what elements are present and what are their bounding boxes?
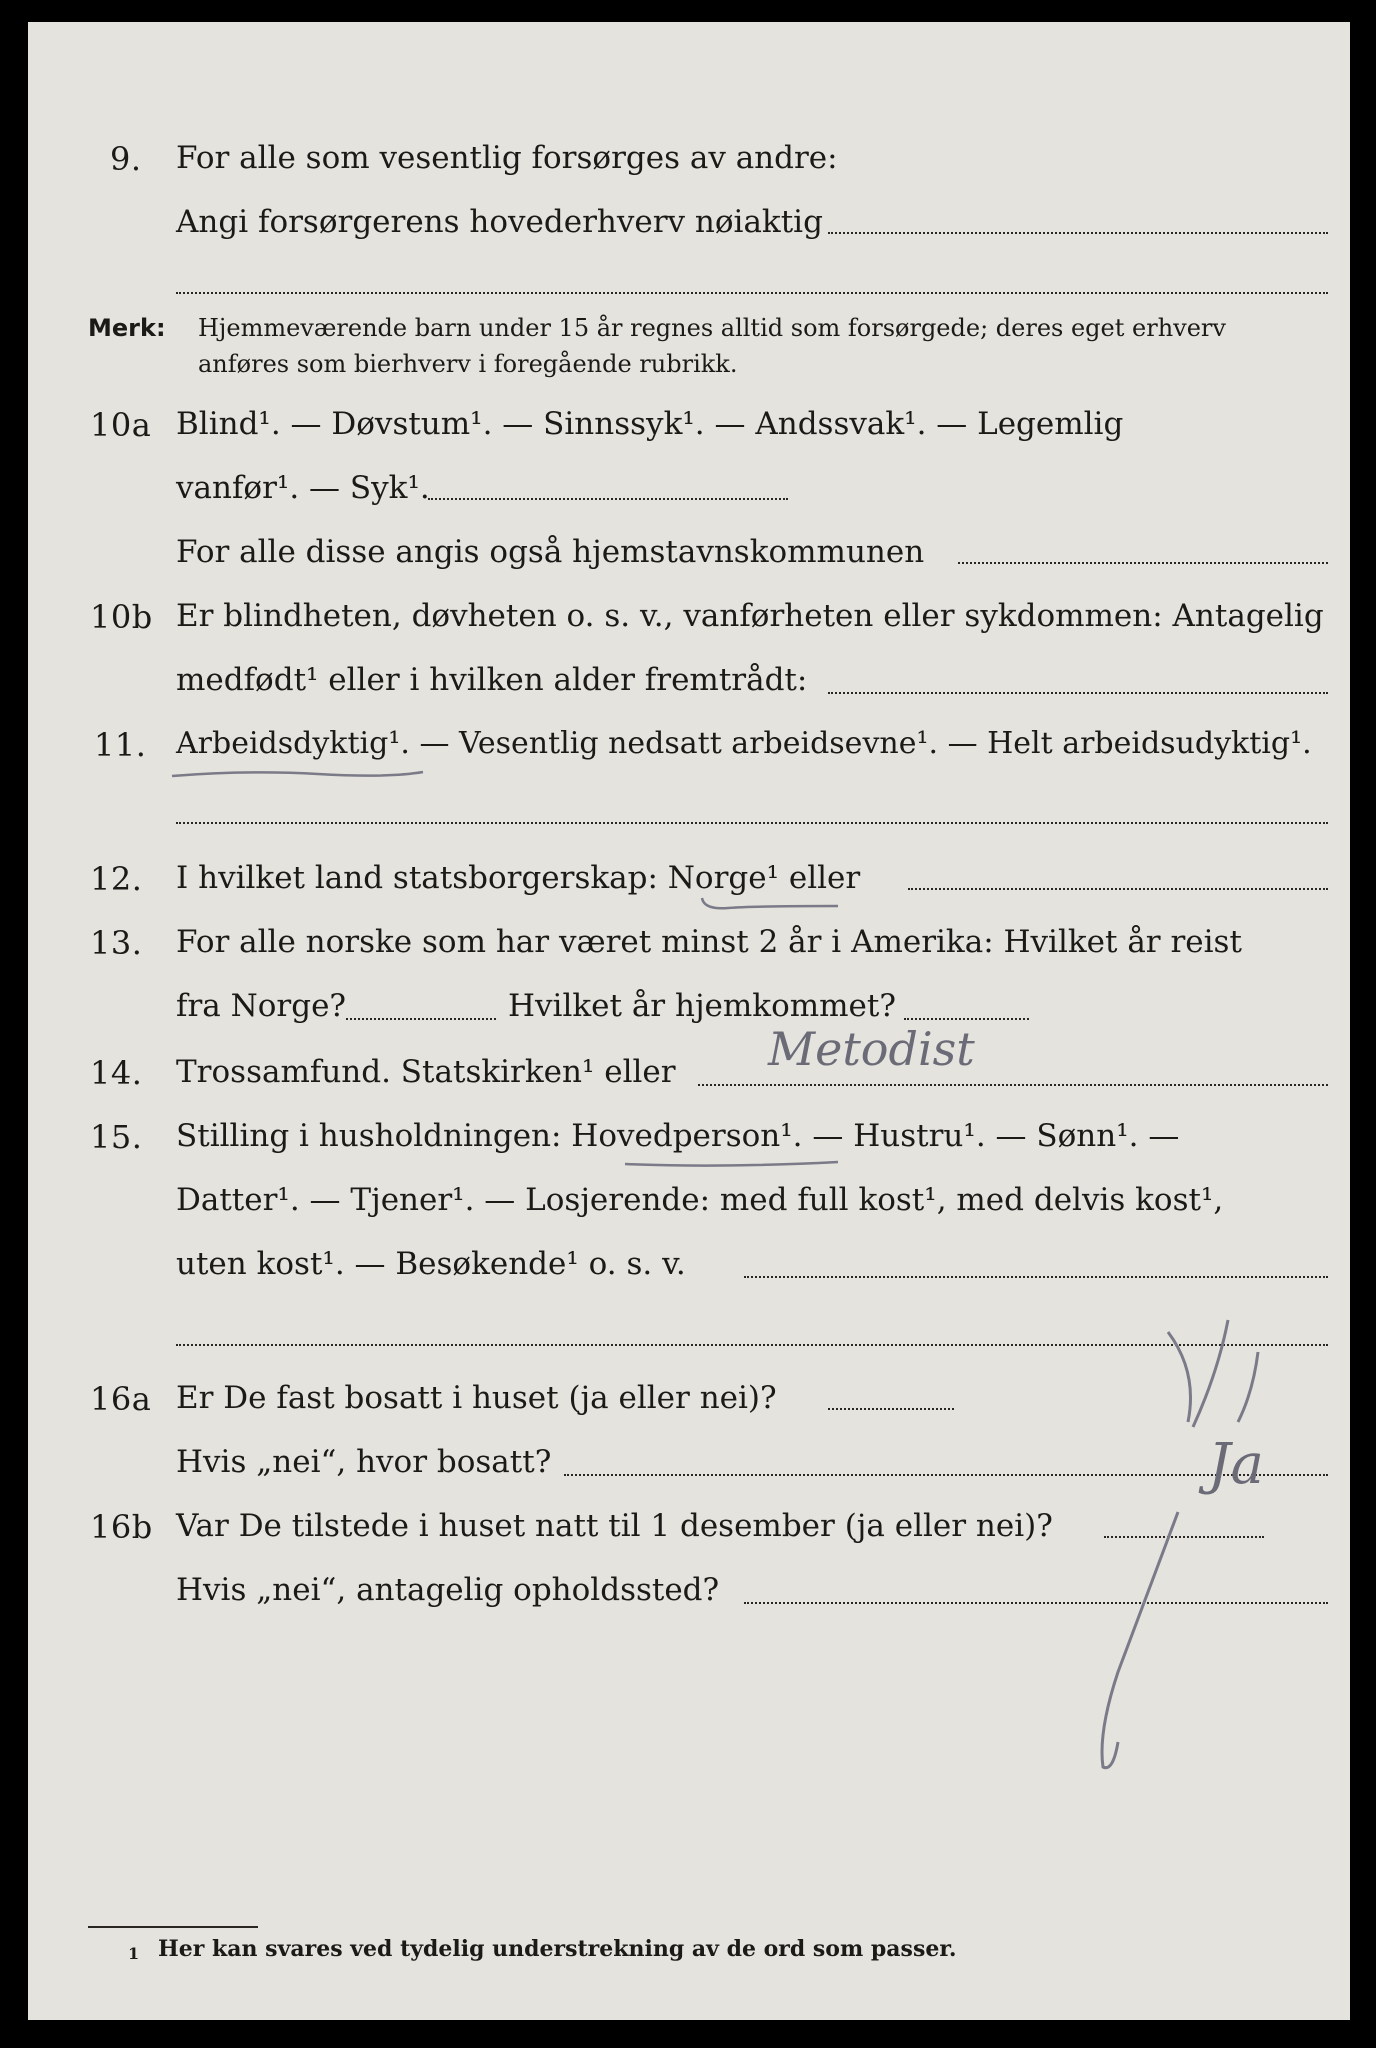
q10a-row-2 (28, 470, 1350, 520)
footnote-mark: 1 (128, 1944, 140, 1963)
q10a-row-3 (28, 534, 1350, 584)
merk-text: Hjemmeværende barn under 15 år regnes alltid som forsørgede; deres eget erhverv (198, 314, 1226, 342)
q16a-text-2: Hvis „nei“, hvor bosatt? (176, 1444, 552, 1480)
q11-answer-line[interactable] (176, 822, 1328, 824)
q12-text: I hvilket land statsborgerskap: Norge¹ eller (176, 860, 861, 896)
q14-answer-line[interactable] (698, 1084, 1328, 1086)
q13-number: 13. (90, 924, 143, 962)
census-form-page (28, 22, 1350, 2020)
q16b-text: Var De tilstede i huset natt til 1 desember (ja eller nei)? (176, 1508, 1053, 1544)
q12-pencil-underline (698, 894, 848, 918)
q16a-number: 16a (90, 1380, 152, 1418)
q13-row (28, 924, 1350, 974)
q9-row (28, 140, 1350, 190)
q16a-handwritten-answer: Ja (1208, 1432, 1264, 1497)
q11-number: 11. (94, 726, 147, 764)
q10a-answer-line-2[interactable] (958, 562, 1328, 564)
q13-text-2b: Hvilket år hjemkommet? (508, 988, 896, 1024)
q9-answer-line[interactable] (828, 232, 1328, 234)
q15-pencil-underline (623, 1154, 843, 1174)
q16a-row (28, 1380, 1350, 1430)
q15-row-3 (28, 1246, 1350, 1296)
q12-answer-line[interactable] (908, 888, 1328, 890)
q9-row-2 (28, 204, 1350, 254)
q15-answer-line-2[interactable] (176, 1344, 1328, 1346)
q9-text-2: Angi forsørgerens hovederhverv nøiaktig (176, 204, 823, 240)
q12-row (28, 860, 1350, 910)
q9-text: For alle som vesentlig forsørges av andre: (176, 140, 838, 176)
q16b-answer-line-2[interactable] (744, 1602, 1328, 1604)
q16a-text: Er De fast bosatt i huset (ja eller nei)? (176, 1380, 777, 1416)
q14-handwritten-answer: Metodist (768, 1022, 975, 1076)
q16a-answer-line[interactable] (828, 1408, 954, 1410)
merk-text-2: anføres som bierhverv i foregående rubrikk. (198, 350, 738, 378)
q15-text: Stilling i husholdningen: Hovedperson¹. — Hustru¹. — Sønn¹. — (176, 1118, 1180, 1154)
q9-answer-line-2[interactable] (176, 292, 1328, 294)
q10a-text-3: For alle disse angis også hjemstavnskommunen (176, 534, 925, 570)
q11-text: Arbeidsdyktig¹. — Vesentlig nedsatt arbeidsevne¹. — Helt arbeidsudyktig¹. (176, 726, 1312, 761)
q10b-text-2: medfødt¹ eller i hvilken alder fremtrådt: (176, 662, 808, 698)
q15-number: 15. (90, 1118, 143, 1156)
q13-answer-line[interactable] (346, 1018, 496, 1020)
q10b-row (28, 598, 1350, 648)
q10a-text: Blind¹. — Døvstum¹. — Sinnssyk¹. — Andssvak¹. — Legemlig (176, 406, 1124, 442)
q11-pencil-underline (168, 762, 428, 786)
q13-answer-line-2[interactable] (904, 1018, 1029, 1020)
q16b-number: 16b (90, 1508, 153, 1546)
q15-answer-line[interactable] (744, 1276, 1328, 1278)
footnote-rule (88, 1926, 258, 1928)
q9-number: 9. (110, 140, 142, 178)
q16b-text-2: Hvis „nei“, antagelig opholdssted? (176, 1572, 720, 1608)
q14-number: 14. (90, 1054, 143, 1092)
q10a-text-2: vanfør¹. — Syk¹. (176, 470, 430, 506)
q15-text-2: Datter¹. — Tjener¹. — Losjerende: med full kost¹, med delvis kost¹, (176, 1182, 1224, 1218)
q10a-number: 10a (90, 406, 152, 444)
q14-row (28, 1054, 1350, 1104)
q10b-row-2 (28, 662, 1350, 712)
q10b-text: Er blindheten, døvheten o. s. v., vanførheten eller sykdommen: Antagelig (176, 598, 1324, 634)
long-pencil-stroke (1058, 1502, 1208, 1782)
q15-row-2 (28, 1182, 1350, 1232)
q13-row-2 (28, 988, 1350, 1038)
q15-text-3: uten kost¹. — Besøkende¹ o. s. v. (176, 1246, 686, 1282)
q13-text-2a: fra Norge? (176, 988, 347, 1024)
q14-text: Trossamfund. Statskirken¹ eller (176, 1054, 676, 1090)
merk-label: Merk: (88, 314, 166, 342)
ditto-pencil-mark (1158, 1312, 1298, 1442)
footnote-text: Her kan svares ved tydelig understrekning av de ord som passer. (158, 1936, 957, 1962)
q13-text: For alle norske som har været minst 2 år i Amerika: Hvilket år reist (176, 924, 1242, 960)
q10b-number: 10b (90, 598, 153, 636)
q10a-answer-line[interactable] (428, 498, 788, 500)
q16a-row-2 (28, 1444, 1350, 1494)
q12-number: 12. (90, 860, 143, 898)
q10b-answer-line[interactable] (828, 692, 1328, 694)
q10a-row (28, 406, 1350, 456)
